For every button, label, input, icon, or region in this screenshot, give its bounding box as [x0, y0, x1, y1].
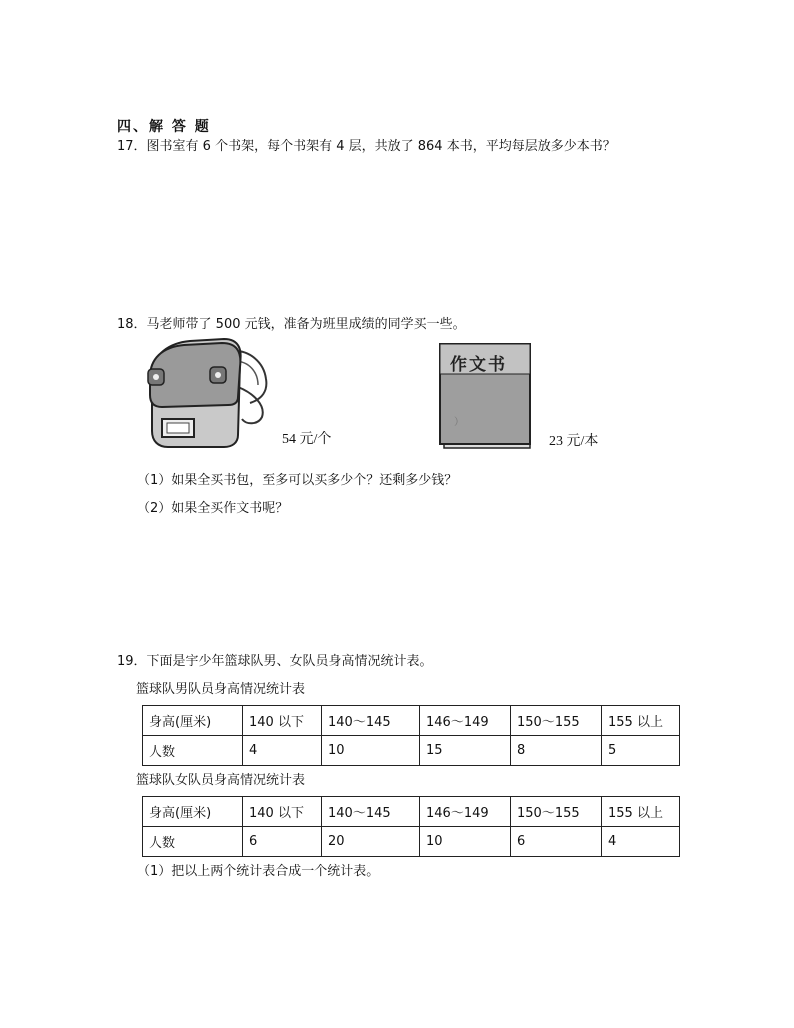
- question-18-part-1: （1）如果全买书包，至多可以买多少个？还剩多少钱？: [137, 473, 458, 488]
- table-cell: 155 以上: [602, 797, 680, 827]
- table-header-row: [143, 797, 680, 827]
- table-cell: 140～145: [322, 797, 420, 827]
- table-cell: 140～145: [322, 706, 420, 736]
- table-cell: 6: [511, 827, 602, 857]
- table-cell: 人数: [143, 736, 243, 766]
- question-19: 19．下面是宇少年篮球队男、女队员身高情况统计表。: [117, 654, 433, 669]
- backpack-price: 54 元/个: [282, 432, 332, 447]
- table-cell: 140 以下: [243, 706, 322, 736]
- boys-table-caption: 篮球队男队员身高情况统计表: [136, 682, 306, 697]
- table-cell: 4: [243, 736, 322, 766]
- table-cell: 20: [322, 827, 420, 857]
- question-18-part-2: （2）如果全买作文书呢？: [137, 501, 289, 516]
- table-cell: 15: [420, 736, 511, 766]
- question-19-part-1: （1）把以上两个统计表合成一个统计表。: [137, 864, 380, 879]
- backpack-image: [138, 333, 288, 453]
- question-18: 18．马老师带了 500 元钱，准备为班里成绩的同学买一些。: [117, 317, 466, 332]
- table-row: [143, 827, 680, 857]
- boys-height-table: [142, 705, 680, 766]
- book-cover-title: 作文书: [450, 355, 507, 375]
- table-cell: 5: [602, 736, 680, 766]
- table-cell: 8: [511, 736, 602, 766]
- table-cell: 10: [420, 827, 511, 857]
- table-cell: 身高(厘米): [143, 706, 243, 736]
- table-cell: 146～149: [420, 797, 511, 827]
- table-cell: 6: [243, 827, 322, 857]
- table-row: [143, 736, 680, 766]
- table-cell: 4: [602, 827, 680, 857]
- question-17: 17．图书室有 6 个书架，每个书架有 4 层，共放了 864 本书，平均每层放多少本书？: [117, 139, 616, 154]
- table-cell: 人数: [143, 827, 243, 857]
- girls-table-caption: 篮球队女队员身高情况统计表: [136, 773, 306, 788]
- section-heading: 四、解 答 题: [117, 119, 211, 135]
- table-cell: 155 以上: [602, 706, 680, 736]
- table-cell: 10: [322, 736, 420, 766]
- table-cell: 150～155: [511, 706, 602, 736]
- table-header-row: [143, 706, 680, 736]
- table-cell: 146～149: [420, 706, 511, 736]
- girls-height-table: [142, 796, 680, 857]
- table-cell: 150～155: [511, 797, 602, 827]
- book-price: 23 元/本: [549, 434, 599, 449]
- table-cell: 身高(厘米): [143, 797, 243, 827]
- svg-text:）: ）: [454, 417, 464, 428]
- table-cell: 140 以下: [243, 797, 322, 827]
